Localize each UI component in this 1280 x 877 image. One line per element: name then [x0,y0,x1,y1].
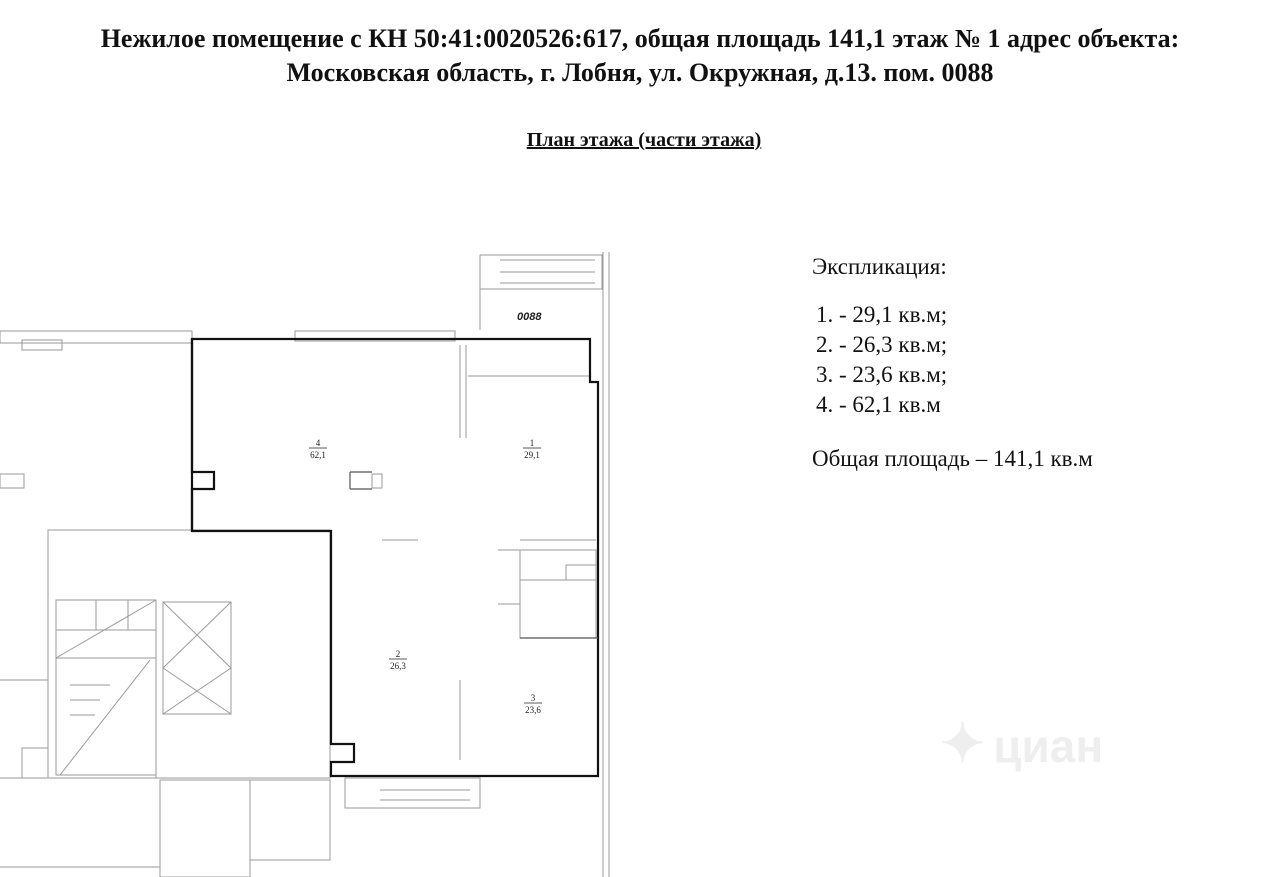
document-title [0,22,1280,90]
floor-plan [0,245,620,877]
interior-partitions [350,472,598,638]
watermark-text: циан [993,720,1104,772]
title-line-1: Нежилое помещение с КН 50:41:0020526:617, общая площадь 141,1 этаж № 1 адрес объекта: [100,24,1180,53]
room-2-number: 2 [395,649,401,659]
title-line-2: Московская область, г. Лобня, ул. Окружная, д.13. пом. 0088 [286,58,994,87]
room-4-area: 62,1 [310,450,326,460]
explication-item: 4. - 62,1 кв.м [816,392,941,417]
room-2-area: 26,3 [390,661,406,671]
room-3-label [524,693,542,715]
watermark [940,712,1103,775]
explication-item: 3. - 23,6 кв.м; [816,362,948,387]
room-3-area: 23,6 [525,705,541,715]
room-3-number: 3 [530,693,536,703]
explication-list [816,300,1093,420]
explication-item: 1. - 29,1 кв.м; [816,302,948,327]
explication-panel [812,252,1093,474]
room-4-number: 4 [315,438,321,448]
room-4-label [309,438,327,460]
surrounding-walls [0,252,609,877]
cian-logo-icon: ✦ [940,714,986,774]
premises-number-label: 0088 [517,311,542,323]
explication-item: 2. - 26,3 кв.м; [816,332,948,357]
explication-heading: Экспликация: [812,254,947,279]
explication-total: Общая площадь – 141,1 кв.м [812,446,1093,471]
room-2-label [389,649,407,671]
room-1-label [523,438,541,460]
plan-subtitle: План этажа (части этажа) [526,129,762,151]
room-1-number: 1 [529,438,535,448]
room-1-area: 29,1 [524,450,540,460]
